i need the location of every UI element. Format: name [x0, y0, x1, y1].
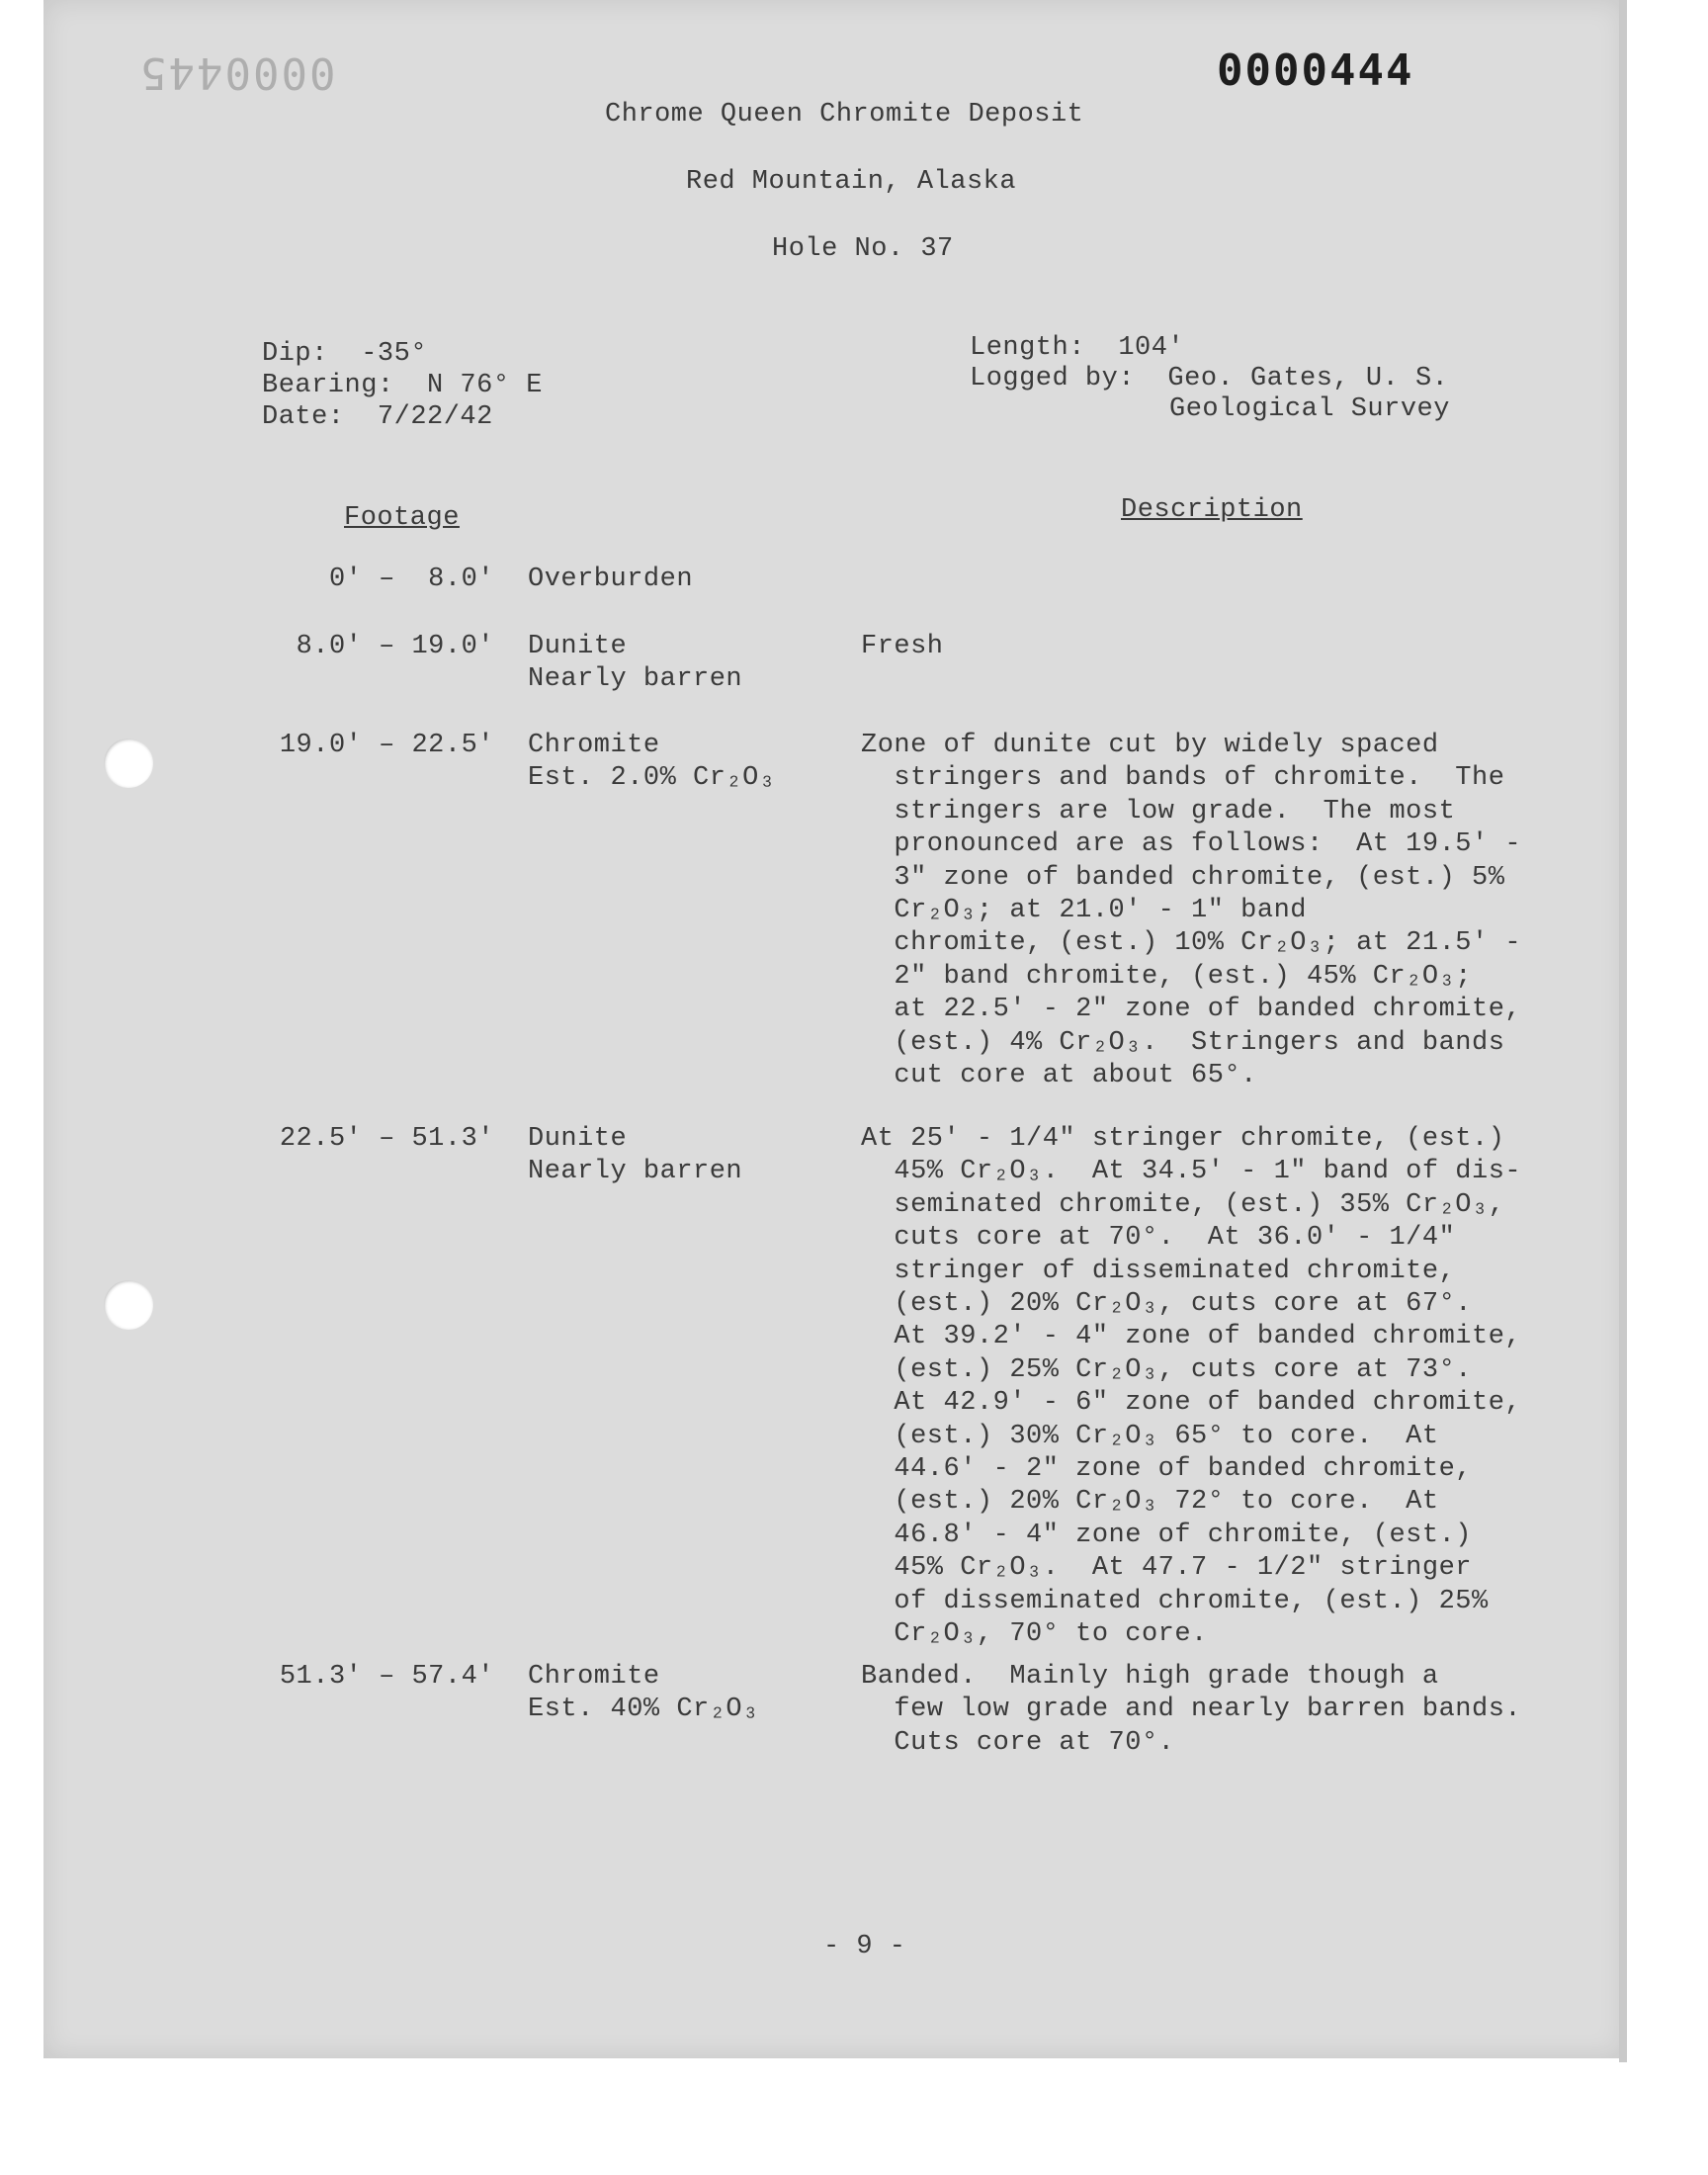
- footage-interval: 51.3' – 57.4': [279, 1662, 494, 1692]
- description-line: 45% Cr₂O₃. At 47.7 - 1/2" stringer: [861, 1553, 1472, 1584]
- rock-type: Chromite: [528, 1662, 660, 1692]
- bleed-through-stamp: 0000445: [138, 47, 336, 98]
- description-line: 3" zone of banded chromite, (est.) 5%: [861, 862, 1505, 893]
- document-number-stamp: 0000444: [1217, 45, 1414, 96]
- description-line: Banded. Mainly high grade though a: [861, 1662, 1439, 1692]
- location-line: Red Mountain, Alaska: [686, 167, 1017, 197]
- length-field: Length: 104': [970, 333, 1185, 363]
- footage-interval: 19.0' – 22.5': [279, 731, 494, 760]
- description-line: cut core at about 65°.: [861, 1061, 1257, 1090]
- rock-type: Dunite: [528, 1124, 628, 1154]
- sheet-edge: [1619, 0, 1627, 2062]
- description-line: (est.) 20% Cr₂O₃, cuts core at 67°.: [861, 1289, 1472, 1319]
- document-title: Chrome Queen Chromite Deposit: [605, 100, 1084, 130]
- description-line: At 39.2' - 4" zone of banded chromite,: [861, 1322, 1522, 1352]
- rock-type: Dunite: [528, 632, 628, 661]
- description-line: pronounced are as follows: At 19.5' -: [861, 829, 1522, 860]
- description-line: (est.) 4% Cr₂O₃. Stringers and bands: [861, 1027, 1505, 1058]
- description-line: seminated chromite, (est.) 35% Cr₂O₃,: [861, 1189, 1505, 1220]
- grade-estimate: Est. 2.0% Cr₂O₃: [528, 763, 776, 794]
- description-line: 2" band chromite, (est.) 45% Cr₂O₃;: [861, 961, 1472, 992]
- footage-interval: 0' – 8.0': [328, 565, 494, 594]
- rock-type: Overburden: [528, 565, 694, 594]
- dip-field: Dip: -35°: [262, 339, 428, 369]
- description-line: Zone of dunite cut by widely spaced: [861, 731, 1439, 760]
- grade-estimate: Nearly barren: [528, 664, 743, 695]
- rock-type: Chromite: [528, 731, 660, 760]
- logged-by-field-cont: Geological Survey: [1169, 394, 1450, 424]
- description-line: (est.) 25% Cr₂O₃, cuts core at 73°.: [861, 1354, 1472, 1385]
- description-line: of disseminated chromite, (est.) 25%: [861, 1586, 1489, 1616]
- grade-estimate: Nearly barren: [528, 1157, 743, 1187]
- logged-by-field: Logged by: Geo. Gates, U. S.: [970, 364, 1449, 393]
- footage-interval: 8.0' – 19.0': [296, 632, 494, 661]
- punch-hole-upper: [104, 739, 153, 788]
- description-line: Cr₂O₃; at 21.0' - 1" band: [861, 896, 1307, 925]
- description-line: chromite, (est.) 10% Cr₂O₃; at 21.5' -: [861, 928, 1522, 959]
- page-number: - 9 -: [823, 1932, 906, 1961]
- description-line: At 42.9' - 6" zone of banded chromite,: [861, 1388, 1522, 1419]
- description-line: stringer of disseminated chromite,: [861, 1256, 1456, 1286]
- description-line: stringers are low grade. The most: [861, 796, 1456, 826]
- description-line: stringers and bands of chromite. The: [861, 763, 1505, 794]
- description-line: (est.) 30% Cr₂O₃ 65° to core. At: [861, 1421, 1439, 1451]
- description-line: 44.6' - 2" zone of banded chromite,: [861, 1454, 1472, 1484]
- description-line: Fresh: [861, 632, 944, 661]
- date-field: Date: 7/22/42: [262, 402, 493, 432]
- description-line: Cuts core at 70°.: [861, 1727, 1175, 1758]
- footage-column-header: Footage: [344, 503, 460, 533]
- punch-hole-lower: [104, 1280, 153, 1330]
- description-column-header: Description: [1121, 495, 1303, 525]
- description-line: 46.8' - 4" zone of chromite, (est.): [861, 1520, 1472, 1550]
- description-line: At 25' - 1/4" stringer chromite, (est.): [861, 1124, 1505, 1154]
- footage-interval: 22.5' – 51.3': [279, 1124, 494, 1154]
- description-line: Cr₂O₃, 70° to core.: [861, 1619, 1208, 1649]
- bearing-field: Bearing: N 76° E: [262, 371, 543, 400]
- grade-estimate: Est. 40% Cr₂O₃: [528, 1695, 759, 1725]
- description-line: (est.) 20% Cr₂O₃ 72° to core. At: [861, 1487, 1439, 1518]
- description-line: cuts core at 70°. At 36.0' - 1/4": [861, 1223, 1456, 1254]
- description-line: at 22.5' - 2" zone of banded chromite,: [861, 995, 1522, 1025]
- description-line: few low grade and nearly barren bands.: [861, 1695, 1522, 1725]
- hole-number: Hole No. 37: [772, 234, 954, 264]
- description-line: 45% Cr₂O₃. At 34.5' - 1" band of dis-: [861, 1157, 1522, 1187]
